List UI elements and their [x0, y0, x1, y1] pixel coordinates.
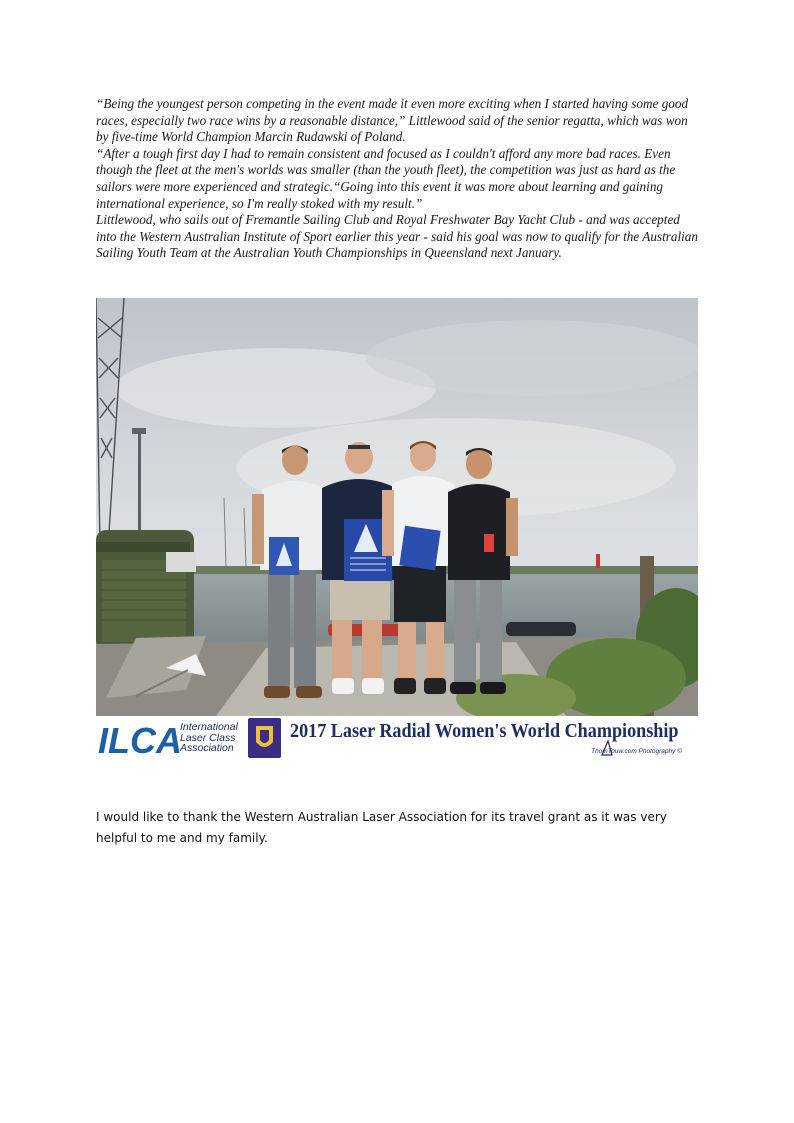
ilca-name-line-2: Laser Class [180, 731, 236, 744]
ilca-logo-icon [98, 721, 182, 757]
svg-text:ILCA: ILCA [98, 721, 182, 757]
quote-block [96, 96, 700, 262]
quote-paragraph-3: Littlewood, who sails out of Fremantle Sailing Club and Royal Freshwater Bay Yacht Club - and was accepted into the Western Australian Institute of Sport earlier this year - said his goal was now to qualify for the Australian Sailing Youth Team at the Australian Youth Championships in Queensland next January. [96, 212, 698, 261]
thanks-paragraph: I would like to thank the Western Australian Laser Association for its travel grant as it was very helpful to me and my family. [96, 810, 667, 845]
quote-paragraph-2: “After a tough first day I had to remain consistent and focused as I couldn't afford any more bad races. Even though the fleet at the men's worlds was smaller (than the youth fleet), the competition was just as hard as the sailors were more experienced and strategic.“Going into this event it was more about learning and gaining international experience, so I'm really stoked with my result.” [96, 145, 676, 211]
quote-paragraph-1: “Being the youngest person competing in the event made it even more exciting when I started having some good races, especially two race wins by a reasonable distance,” Littlewood said of the senior regatta, which was won by five-time World Champion Marcin Rudawski of Poland. [96, 96, 689, 145]
crest-icon [248, 718, 281, 758]
photo-credit: ThomTouw.com Photography © [591, 748, 682, 755]
ilca-name-line-3: Association [180, 742, 234, 754]
championship-title: 2017 Laser Radial Women's World Championship [290, 721, 679, 742]
podium-photo [96, 298, 698, 716]
championship-banner [96, 716, 698, 762]
ilca-name-line-1: International [180, 721, 238, 733]
